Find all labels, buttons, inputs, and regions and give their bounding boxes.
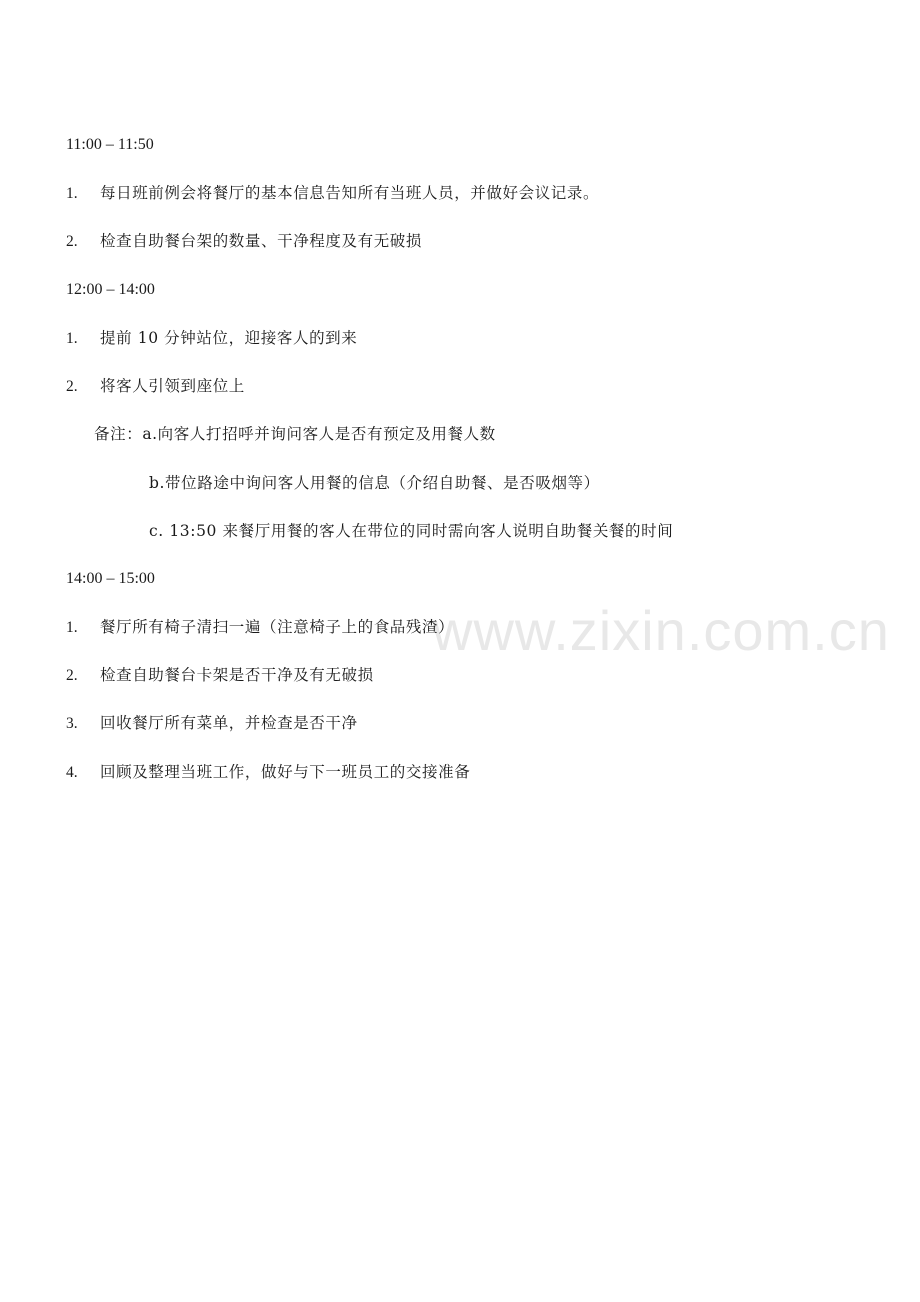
note-line-b: b.带位路途中询问客人用餐的信息（介绍自助餐、是否吸烟等） <box>149 474 600 492</box>
item-text: 提前 10 分钟站位，迎接客人的到来 <box>100 329 358 347</box>
item-text: 每日班前例会将餐厅的基本信息告知所有当班人员，并做好会议记录。 <box>100 184 600 202</box>
section-time-2: 12:00 – 14:00 <box>66 281 155 298</box>
item-text: 将客人引领到座位上 <box>100 377 245 395</box>
note-label: 备注： <box>94 425 143 443</box>
list-item <box>66 713 358 734</box>
note-line-c: c. 13:50 来餐厅用餐的客人在带位的同时需向客人说明自助餐关餐的时间 <box>149 522 674 540</box>
item-text: 检查自助餐台架的数量、干净程度及有无破损 <box>100 232 423 250</box>
item-text: 回顾及整理当班工作，做好与下一班员工的交接准备 <box>100 763 471 781</box>
list-item <box>66 328 357 349</box>
list-item <box>66 762 470 783</box>
list-item <box>66 617 454 638</box>
note-text-a: a.向客人打招呼并询问客人是否有预定及用餐人数 <box>142 425 496 443</box>
item-number: 1. <box>66 330 78 347</box>
item-number: 1. <box>66 185 78 202</box>
item-number: 4. <box>66 764 78 781</box>
section-time-3: 14:00 – 15:00 <box>66 570 155 587</box>
item-number: 2. <box>66 233 78 250</box>
section-time-1: 11:00 – 11:50 <box>66 136 154 153</box>
note-line-a <box>94 424 496 444</box>
watermark: www.zixin.com.cn <box>432 599 890 662</box>
item-number: 3. <box>66 715 78 732</box>
list-item <box>66 231 422 252</box>
item-text: 检查自助餐台卡架是否干净及有无破损 <box>100 666 374 684</box>
list-item <box>66 376 245 397</box>
item-number: 2. <box>66 667 78 684</box>
list-item <box>66 183 599 204</box>
item-number: 2. <box>66 378 78 395</box>
list-item <box>66 665 374 686</box>
item-text: 回收餐厅所有菜单，并检查是否干净 <box>100 714 358 732</box>
item-text: 餐厅所有椅子清扫一遍（注意椅子上的食品残渣） <box>100 618 455 636</box>
item-number: 1. <box>66 619 78 636</box>
